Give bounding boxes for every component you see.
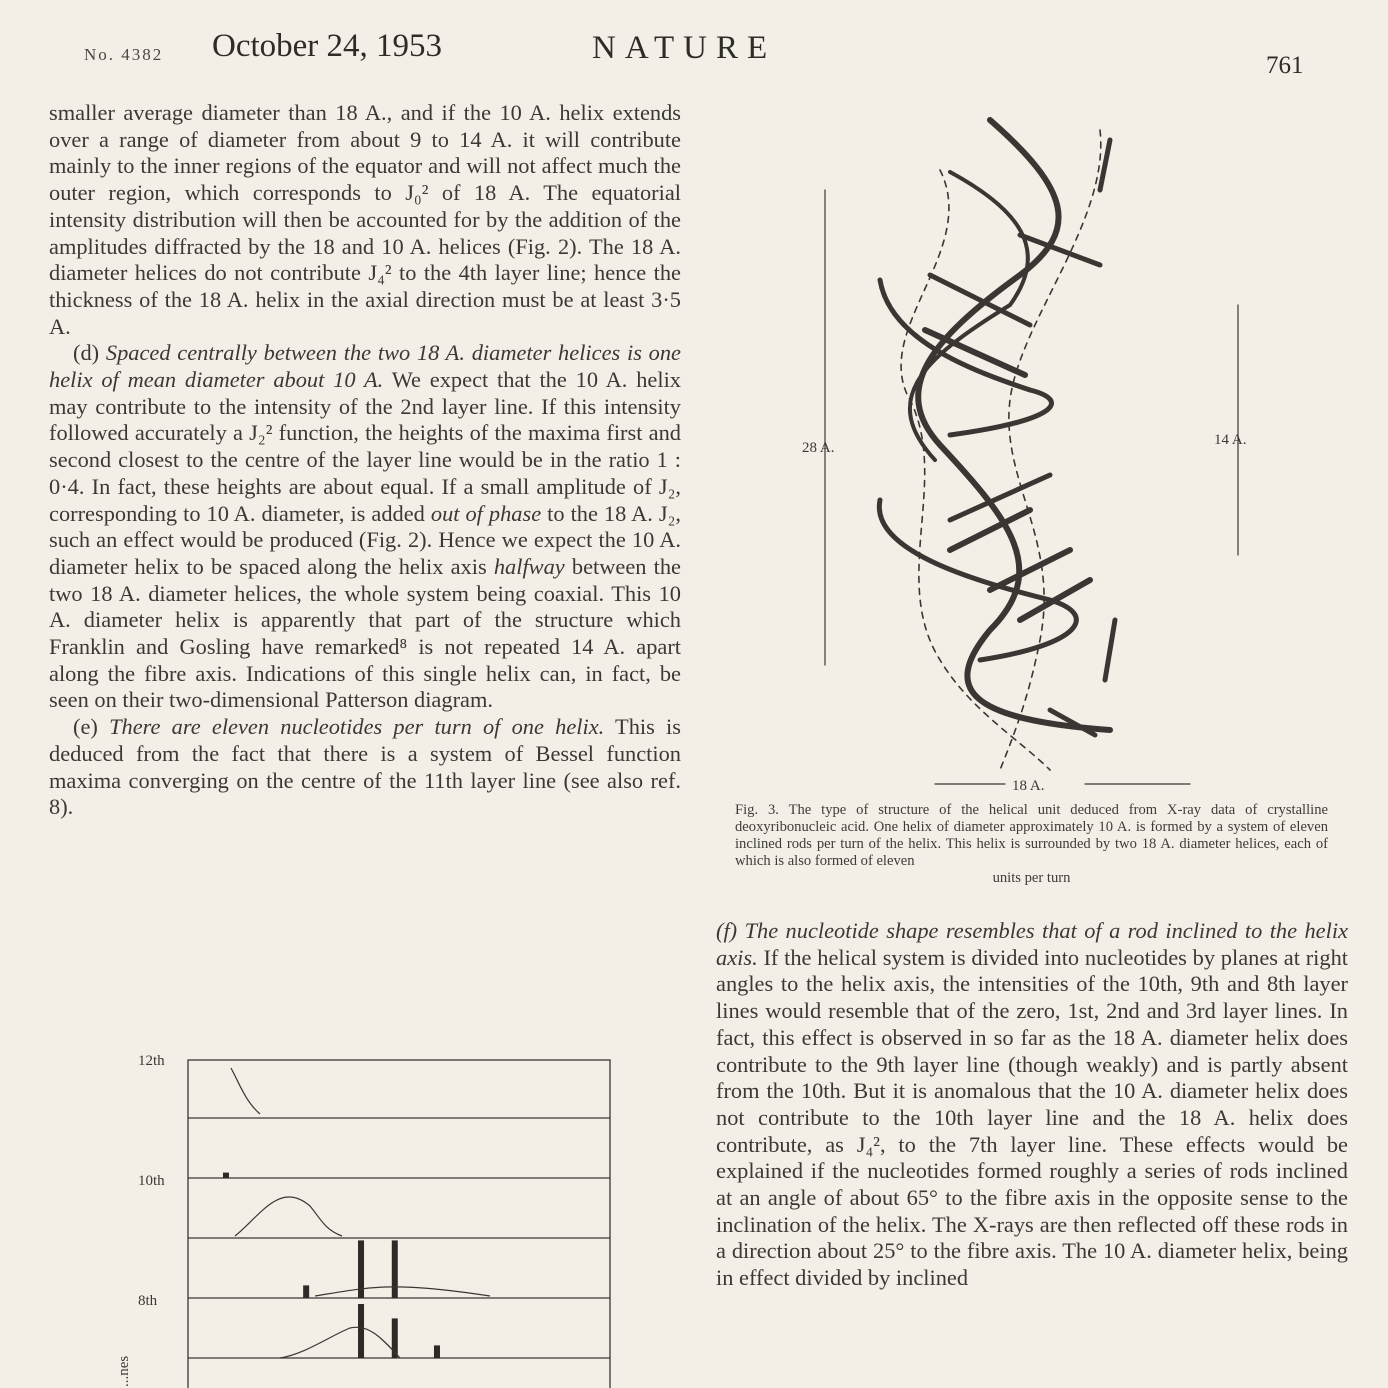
paragraph-c-continued: smaller average diameter than 18 A., and if the 10 A. helix extends over a range of diameter from about 9 to 14 A. it will contribute mainly to the inner regions of the equator and will not affect much the outer region, which corresponds to J₀² of 18 A. The equatorial intensity distribution will then be accounted for by the addition of the amplitudes diffracted by the 18 and 10 A. helices (Fig. 2). The 18 A. diameter helices do not contribute J₄² to the 4th layer line; hence the thickness of the 18 A. helix in the axial direction must be at least 3·5 A. <box>49 100 681 339</box>
header-journal: NATURE <box>592 30 777 66</box>
item-heading-f: The nucleotide shape resembles that of a rod inclined to the helix axis. <box>716 918 1348 970</box>
bessel-curve <box>231 1068 260 1114</box>
text-run: If the helical system is divided into nucleotides by planes at right angles to the helix axis, the intensities of the 10th, 9th and 8th layer lines would resemble that of the zero, 1st, 2nd and 3rd layer lines. In fact, this effect is observed in so far as the 18 A. diameter helix does contribute to the 9th layer line (though weakly) and is partly absent from the 10th. But it is anomalous that the 10 A. diameter helix does not contribute to the 10th layer line and the 18 A. helix does contribute, as J₄², to the 7th layer line. These effects would be explained if the nucleotides formed roughly a series of rods inclined at an angle of about 65° to the fibre axis in the opposite sense to the inclination of the helix. The X-rays are then reflected off these rods in a direction about 25° to the fibre axis. The 10 A. diameter helix, being in effect divided by inclined <box>716 944 1348 1291</box>
row-label-10th: 10th <box>138 1173 165 1189</box>
bar-8th-2 <box>434 1345 440 1358</box>
text-run: between the two 18 A. diameter helices, the whole system being coaxial. This 10 A. diameter helix is apparently that part of the structure which Franklin and Gosling have remarked⁸ is not repeated 14 A. apart along the fibre axis. Indications of this single helix can, in fact, be seen on their two-dimensional Patterson diagram. <box>49 553 681 713</box>
item-heading-e: There are eleven nucleotides per turn of one helix. <box>109 714 605 740</box>
nucleotide-rod <box>1020 235 1100 265</box>
bar-9th-2 <box>392 1240 398 1298</box>
figure-3-caption <box>735 802 1328 887</box>
nucleotide-rod <box>1105 620 1115 680</box>
caption-text-end: units per turn <box>992 870 1071 886</box>
left-column <box>49 100 681 821</box>
caption-text: Fig. 3. The type of structure of the helical unit deduced from X-ray data of crystalline deoxyribonucleic acid. One helix of diameter approximately 10 A. is formed by a system of eleven inclined rods per turn of the helix. This helix is surrounded by two 18 A. diameter helices, each of which is also formed of eleven <box>735 802 1328 869</box>
nucleotide-rod <box>990 550 1070 590</box>
helix-strand <box>879 500 1076 660</box>
label-14A: 14 A. <box>1214 432 1247 448</box>
paragraph-f <box>716 918 1348 1292</box>
label-18A: 18 A. <box>1012 778 1045 794</box>
label-28A: 28 A. <box>802 440 835 456</box>
row-label-8th: 8th <box>138 1293 158 1309</box>
paragraph-e <box>49 714 681 821</box>
italic-run: halfway <box>493 553 565 579</box>
figure-2-layer-line-chart <box>110 1040 630 1388</box>
bessel-curve <box>280 1327 400 1358</box>
bessel-curve <box>315 1287 490 1296</box>
right-column <box>716 918 1348 1292</box>
y-axis-label: ...nes <box>116 1355 132 1387</box>
bar-8th-0 <box>358 1304 364 1358</box>
header-date: October 24, 1953 <box>212 28 443 64</box>
item-label-d: (d) <box>73 340 100 366</box>
bessel-curve <box>235 1197 342 1236</box>
helix-strand <box>1000 130 1101 770</box>
item-heading-d: Spaced centrally between the two 18 A. diameter helices is one helix of mean diameter about 10 A. <box>49 340 681 393</box>
bar-11th-0 <box>223 1173 229 1178</box>
italic-run: out of phase <box>430 500 542 526</box>
nucleotide-rod <box>1020 580 1090 620</box>
header-issue: No. 4382 <box>84 45 164 64</box>
item-label-e: (e) <box>73 714 98 740</box>
text-run: This is deduced from the fact that there is a system of Bessel function maxima converging on the centre of the 11th layer line (see also ref. 8). <box>49 714 681 820</box>
text-run: to the 18 A. J₂, such an effect would be produced (Fig. 2). Hence we expect the 10 A. diameter helix to be spaced along the helix axis <box>49 500 681 579</box>
helix-strand <box>880 280 1051 435</box>
text-run: We expect that the 10 A. helix may contribute to the intensity of the 2nd layer line. If this intensity followed accurately a J₂² function, the heights of the maxima first and second closest to the centre of the layer line would be in the ratio 1 : 0·4. In fact, these heights are about equal. If a small amplitude of J₂, corresponding to 10 A. diameter, is added <box>49 367 681 526</box>
bar-9th-0 <box>303 1285 309 1298</box>
row-label-12th: 12th <box>138 1053 165 1069</box>
page-number: 761 <box>1266 52 1304 79</box>
paragraph-d <box>49 340 681 714</box>
chart-frame <box>188 1060 610 1388</box>
item-label-f: (f) <box>716 918 738 943</box>
figure-3-helix-diagram <box>720 100 1360 800</box>
